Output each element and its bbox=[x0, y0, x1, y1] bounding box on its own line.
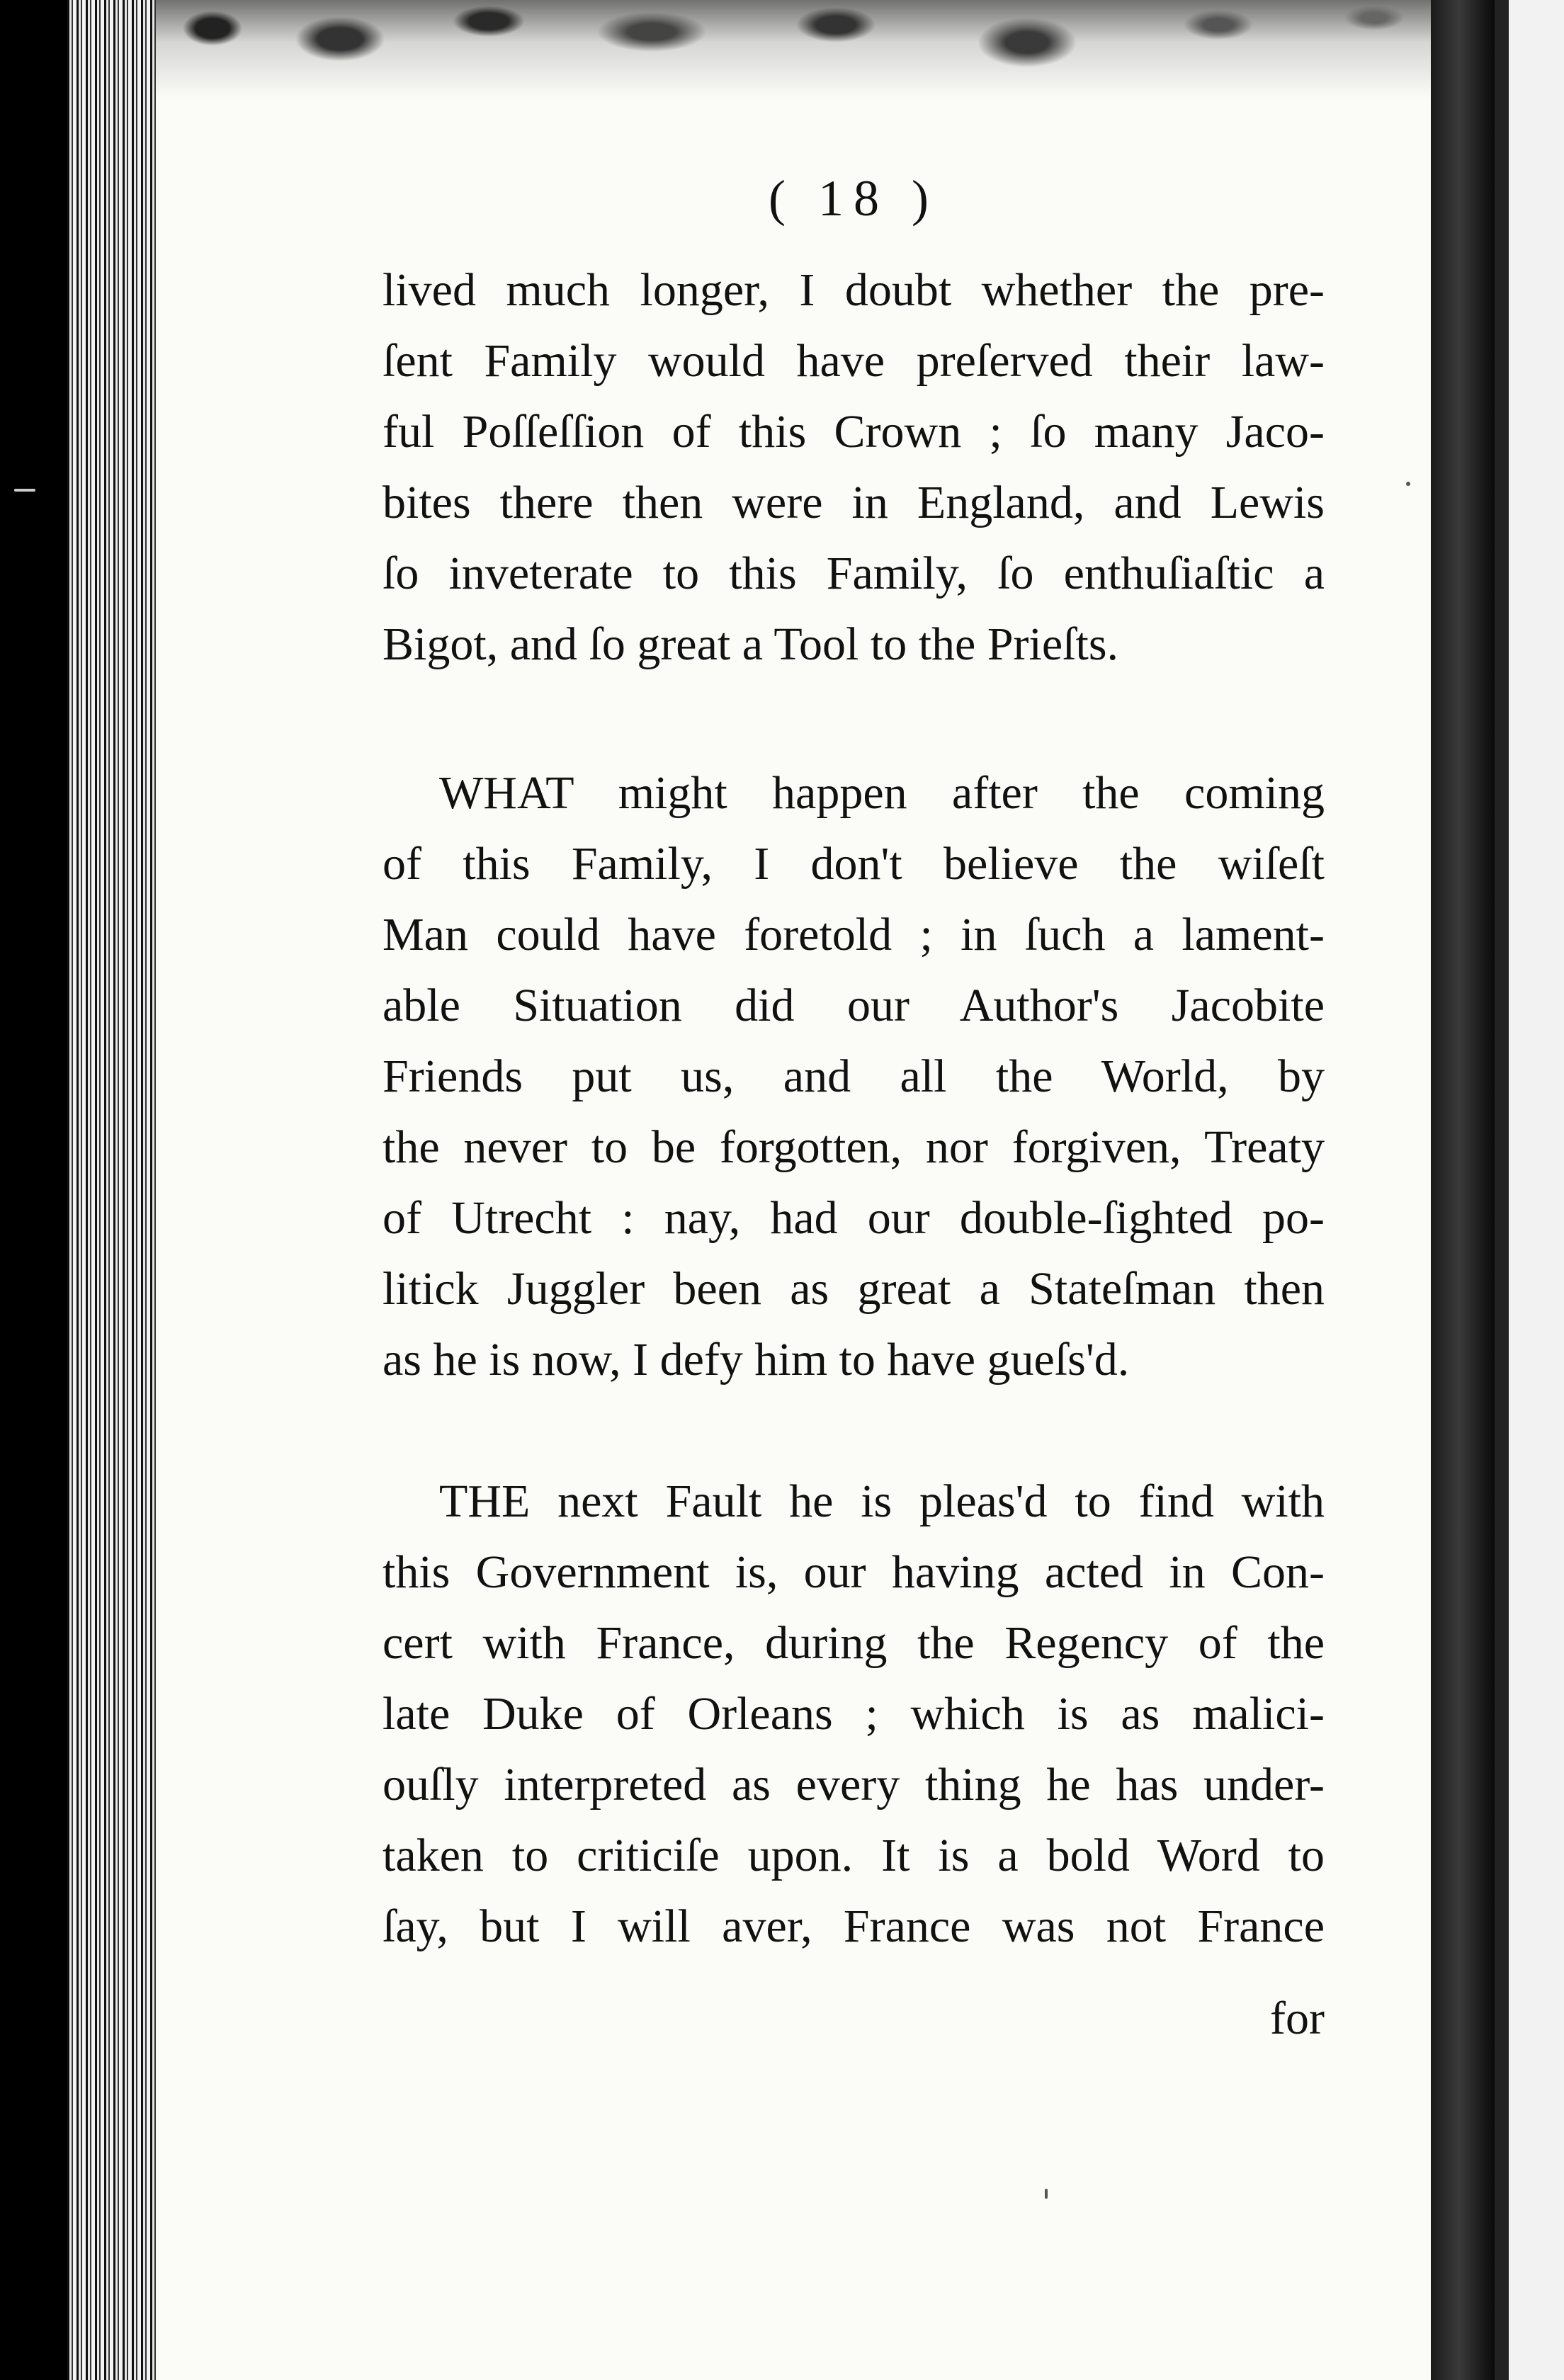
text-line: lived much longer, I doubt whether the pre- bbox=[382, 264, 1325, 316]
text-line: WHAT might happen after the coming bbox=[439, 767, 1325, 819]
text-line: ſo inveterate to this Family, ſo enthuſiaſtic a bbox=[382, 548, 1325, 599]
text-line: taken to criticiſe upon. It is a bold Word to bbox=[382, 1830, 1325, 1881]
text-line: ſent Family would have preſerved their law- bbox=[382, 335, 1325, 387]
catchword: for bbox=[1270, 1993, 1325, 2044]
top-edge-damage bbox=[156, 0, 1431, 106]
text-line: Bigot, and ſo great a Tool to the Prieſts. bbox=[382, 618, 1119, 670]
text-line: of Utrecht : nay, had our double-ſighted po- bbox=[382, 1192, 1325, 1244]
ink-speck bbox=[1045, 2189, 1048, 2199]
text-line: ouſly interpreted as every thing he has under- bbox=[382, 1759, 1325, 1810]
text-line: as he is now, I defy him to have gueſs'd. bbox=[382, 1334, 1130, 1386]
paragraph-1 bbox=[382, 255, 1325, 680]
text-line: Man could have foretold ; in ſuch a lament- bbox=[382, 909, 1325, 960]
page-number: ( 18 ) bbox=[769, 170, 939, 227]
text-line: late Duke of Orleans ; which is as malici- bbox=[382, 1688, 1325, 1740]
ink-speck bbox=[14, 489, 35, 492]
text-line: Friends put us, and all the World, by bbox=[382, 1050, 1325, 1102]
adjacent-leaf-gutter bbox=[1495, 0, 1509, 2380]
text-line: able Situation did our Author's Jacobite bbox=[382, 980, 1325, 1031]
page-edge-stack bbox=[67, 0, 159, 2380]
text-line: bites there then were in England, and Lewis bbox=[382, 477, 1325, 528]
gutter-shadow bbox=[1431, 0, 1495, 2380]
text-line: ſay, but I will aver, France was not France bbox=[382, 1900, 1325, 1952]
text-line: litick Juggler been as great a Stateſman then bbox=[382, 1263, 1325, 1315]
text-line: ful Poſſeſſion of this Crown ; ſo many Jaco- bbox=[382, 406, 1325, 458]
ink-speck bbox=[1406, 482, 1410, 486]
text-line: THE next Fault he is pleas'd to find with bbox=[439, 1475, 1325, 1527]
paragraph-3 bbox=[382, 1466, 1325, 1962]
paragraph-2 bbox=[382, 758, 1325, 1395]
text-line: the never to be forgotten, nor forgiven, Treaty bbox=[382, 1121, 1325, 1173]
text-line: cert with France, during the Regency of the bbox=[382, 1617, 1325, 1669]
text-line: of this Family, I don't believe the wiſeſt bbox=[382, 838, 1325, 890]
text-line: this Government is, our having acted in Con- bbox=[382, 1546, 1325, 1598]
